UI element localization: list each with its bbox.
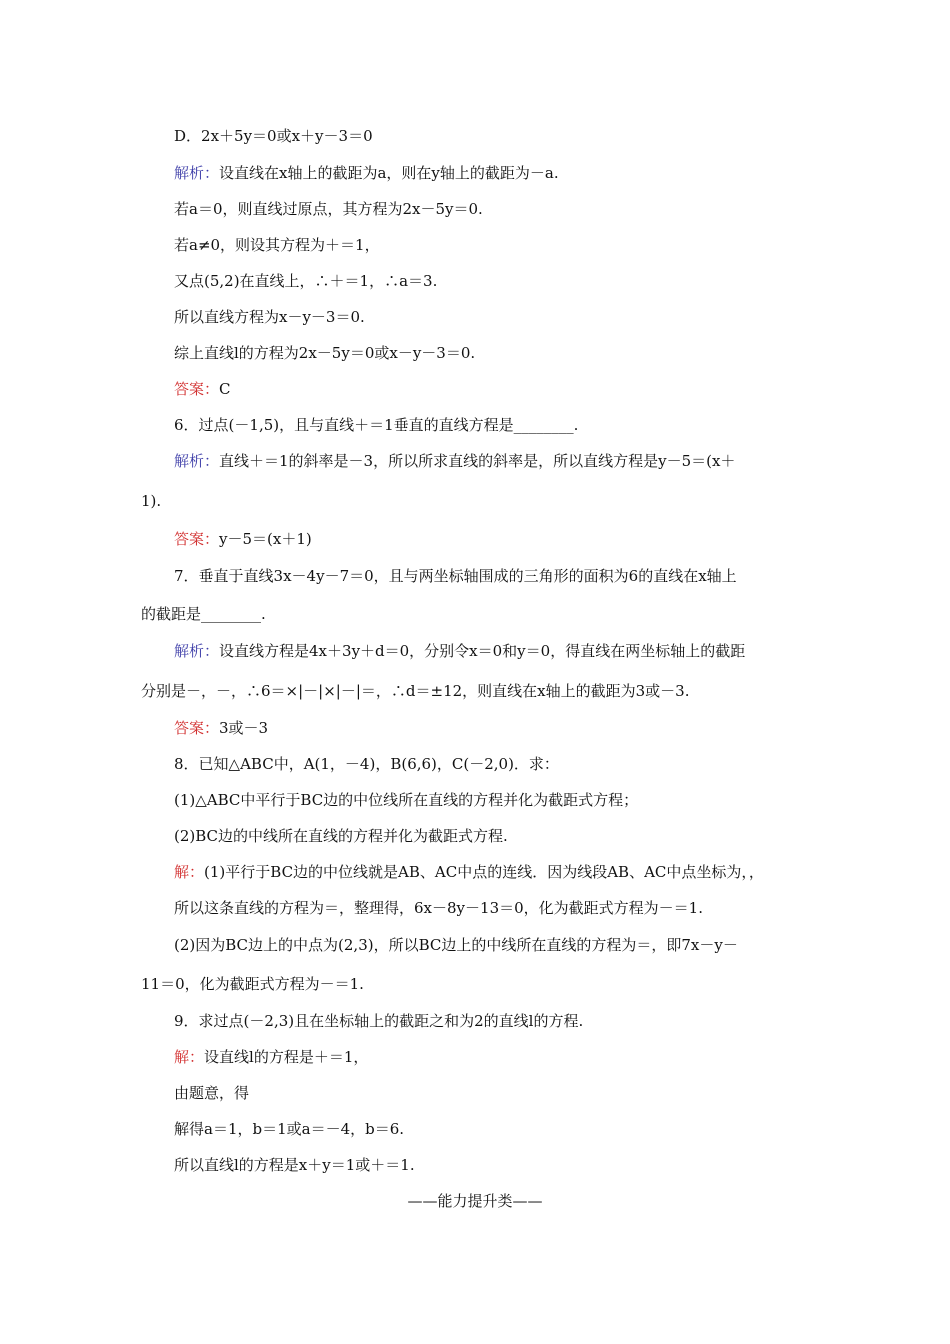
solution-label: 解： — [174, 1048, 205, 1066]
solution-8 — [174, 862, 764, 882]
solution-label: 解： — [174, 863, 205, 881]
analysis-label: 解析： — [174, 164, 220, 182]
solution-9 — [174, 1047, 368, 1067]
analysis-label: 解析： — [174, 452, 220, 470]
question-7: 7．垂直于直线3x－4y－7＝0，且与两坐标轴围成的三角形的面积为6的直线在x轴上 — [174, 567, 737, 585]
answer-text: 3或－3 — [219, 719, 269, 737]
text-line: 11＝0，化为截距式方程为－＝1. — [141, 975, 364, 993]
question-6: 6．过点(－1,5)，且与直线＋＝1垂直的直线方程是________. — [174, 416, 579, 434]
text-line: 所以这条直线的方程为＝，整理得，6x－8y－13＝0，化为截距式方程为－＝1. — [174, 899, 703, 917]
analysis-text: 直线＋＝1的斜率是－3，所以所求直线的斜率是，所以直线方程是y－5＝(x＋ — [219, 452, 736, 470]
question-8: 8．已知△ABC中，A(1，－4)，B(6,6)，C(－2,0)．求： — [174, 755, 559, 773]
analysis-text: 设直线方程是4x＋3y＋d＝0，分别令x＝0和y＝0，得直线在两坐标轴上的截距 — [219, 642, 746, 660]
text-line: 又点(5,2)在直线上，∴＋＝1，∴a＝3. — [174, 272, 438, 290]
analysis-text: 设直线在x轴上的截距为a，则在y轴上的截距为－a. — [219, 164, 559, 182]
text-line: 1). — [141, 492, 162, 510]
analysis-7 — [174, 641, 745, 661]
text-line: 所以直线方程为x－y－3＝0. — [174, 308, 365, 326]
text-line: (2)因为BC边上的中点为(2,3)，所以BC边上的中线所在直线的方程为＝，即7x－y－ — [174, 936, 738, 954]
text-line: 的截距是________. — [141, 605, 266, 623]
text-line: 解得a＝1，b＝1或a＝－4，b＝6. — [174, 1120, 405, 1138]
solution-text: 设直线l的方程是＋＝1， — [204, 1048, 369, 1066]
section-heading: ——能力提升类—— — [407, 1192, 543, 1210]
text-line: 由题意，得 — [174, 1084, 250, 1102]
answer-label: 答案： — [174, 380, 220, 398]
answer-5 — [174, 379, 231, 399]
answer-7 — [174, 718, 268, 738]
text-line: 若a＝0，则直线过原点，其方程为2x－5y＝0. — [174, 200, 483, 218]
answer-label: 答案： — [174, 719, 220, 737]
text-line: (1)△ABC中平行于BC边的中位线所在直线的方程并化为截距式方程； — [174, 791, 639, 809]
solution-text: (1)平行于BC边的中位线就是AB、AC中点的连线．因为线段AB、AC中点坐标为，， — [204, 863, 764, 881]
answer-label: 答案： — [174, 530, 220, 548]
text-line: (2)BC边的中线所在直线的方程并化为截距式方程. — [174, 827, 508, 845]
analysis-label: 解析： — [174, 642, 220, 660]
answer-text: C — [219, 380, 231, 398]
option-d: D．2x＋5y＝0或x＋y－3＝0 — [174, 127, 373, 145]
analysis-5 — [174, 163, 559, 183]
answer-6 — [174, 529, 312, 549]
analysis-6 — [174, 451, 735, 471]
question-9: 9．求过点(－2,3)且在坐标轴上的截距之和为2的直线l的方程. — [174, 1012, 584, 1030]
answer-text: y－5＝(x＋1) — [219, 530, 312, 548]
text-line: 分别是－，－，∴6＝×|－|×|－|＝，∴d＝±12，则直线在x轴上的截距为3或－3. — [141, 682, 690, 700]
text-line: 所以直线l的方程是x＋y＝1或＋＝1. — [174, 1156, 415, 1174]
text-line: 若a≠0，则设其方程为＋＝1， — [174, 236, 380, 254]
text-line: 综上直线l的方程为2x－5y＝0或x－y－3＝0. — [174, 344, 476, 362]
